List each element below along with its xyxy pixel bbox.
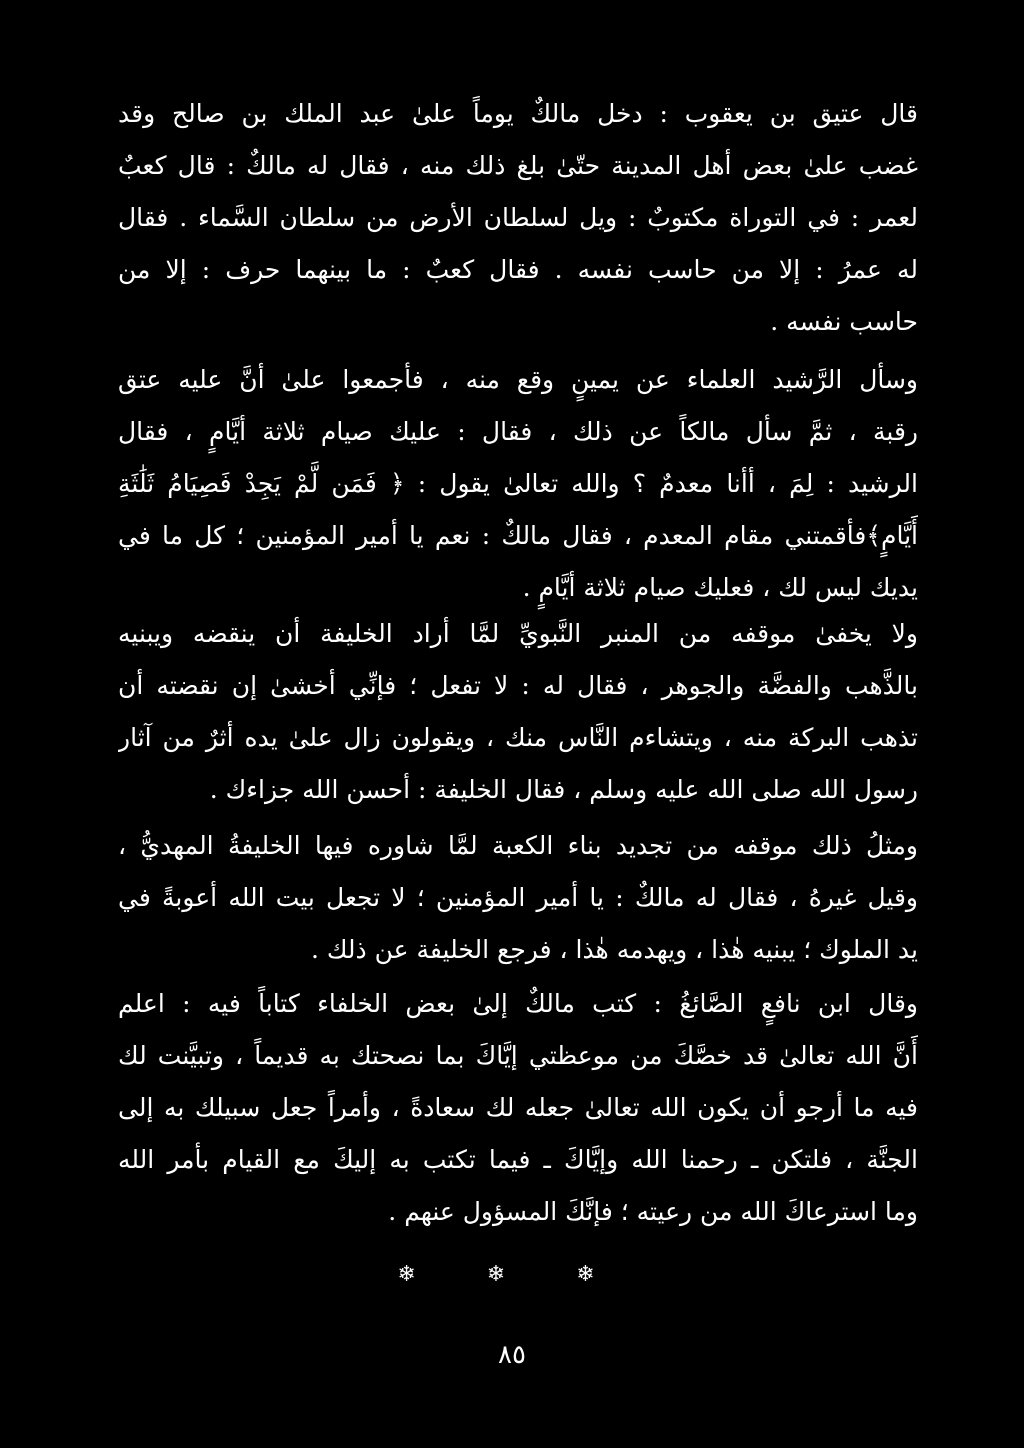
text-line: وما استرعاكَ الله من رعيته ؛ فإنَّكَ المسؤول عنهم . — [388, 1197, 918, 1226]
text-line: ولا يخفىٰ موقفه من المنبر النَّبويِّ لمَّا أراد الخليفة أن ينقضه ويبنيه — [118, 619, 918, 648]
text-line: فيه ما أرجو أن يكون الله تعالىٰ جعله لك سعادةً ، وأمراً جعل سبيلك به إلى — [118, 1093, 918, 1122]
text-line: له عمرُ : إلا من حاسب نفسه . فقال كعبٌ : ما بينهما حرف : إلا من — [118, 255, 918, 284]
text-line: تذهب البركة منه ، ويتشاءم النَّاس منك ، ويقولون زال علىٰ يده أثرٌ من آثار — [118, 723, 918, 752]
text-line: أَيَّامٍ﴾فأقمتني مقام المعدم ، فقال مالكٌ : نعم يا أمير المؤمنين ؛ كل ما في — [118, 521, 918, 550]
text-line: غضب علىٰ بعض أهل المدينة حتّىٰ بلغ ذلك منه ، فقال له مالكٌ : قال كعبٌ — [118, 151, 918, 180]
paragraph-5 — [118, 978, 918, 1238]
text-line: ومثلُ ذلك موقفه من تجديد بناء الكعبة لمَّا شاوره فيها الخليفةُ المهديُّ ، — [118, 831, 918, 860]
paragraph-1 — [118, 88, 918, 348]
page-number: ٨٥ — [498, 1340, 526, 1370]
text-line: الرشيد : لِمَ ، أأنا معدمٌ ؟ والله تعالىٰ يقول : ﴿ فَمَن لَّمْ يَجِدْ فَصِيَامُ ثَلَٰثَةِ — [118, 469, 918, 498]
text-line: وقال ابن نافعٍ الصَّائغُ : كتب مالكٌ إلىٰ بعض الخلفاء كتاباً فيه : اعلم — [118, 989, 918, 1018]
text-line: يديك ليس لك ، فعليك صيام ثلاثة أيَّامٍ . — [522, 573, 918, 602]
text-line: قال عتيق بن يعقوب : دخل مالكٌ يوماً علىٰ عبد الملك بن صالح وقد — [118, 99, 918, 128]
paragraph-2 — [118, 354, 918, 614]
text-line: الجنَّة ، فلتكن ـ رحمنا الله وإيَّاكَ ـ فيما تكتب به إليكَ مع القيام بأمر الله — [118, 1145, 918, 1174]
text-line: حاسب نفسه . — [770, 307, 918, 336]
text-line: رسول الله صلى الله عليه وسلم ، فقال الخليفة : أحسن الله جزاءك . — [209, 775, 918, 804]
section-divider-ornament: ❄ ❄ ❄ — [397, 1262, 627, 1287]
text-line: وسأل الرَّشيد العلماء عن يمينٍ وقع منه ، فأجمعوا علىٰ أنَّ عليه عتق — [118, 365, 918, 394]
text-line: يد الملوك ؛ يبنيه هٰذا ، ويهدمه هٰذا ، فرجع الخليفة عن ذلك . — [310, 935, 918, 964]
text-line: وقيل غيرهُ ، فقال له مالكٌ : يا أمير المؤمنين ؛ لا تجعل بيت الله أعوبةً في — [118, 883, 918, 912]
text-line: أَنَّ الله تعالىٰ قد خصَّكَ من موعظتي إيَّاكَ بما نصحتك به قديماً ، وتبيَّنت لك — [118, 1041, 918, 1070]
paragraph-4 — [118, 820, 918, 976]
paragraph-3 — [118, 608, 918, 816]
text-line: رقبة ، ثمَّ سأل مالكاً عن ذلك ، فقال : عليك صيام ثلاثة أيَّامٍ ، فقال — [118, 417, 918, 446]
text-line: بالذَّهب والفضَّة والجوهر ، فقال له : لا تفعل ؛ فإنِّي أخشىٰ إن نقضته أن — [118, 671, 918, 700]
text-line: لعمر : في التوراة مكتوبٌ : ويل لسلطان الأرض من سلطان السَّماء . فقال — [118, 203, 918, 232]
